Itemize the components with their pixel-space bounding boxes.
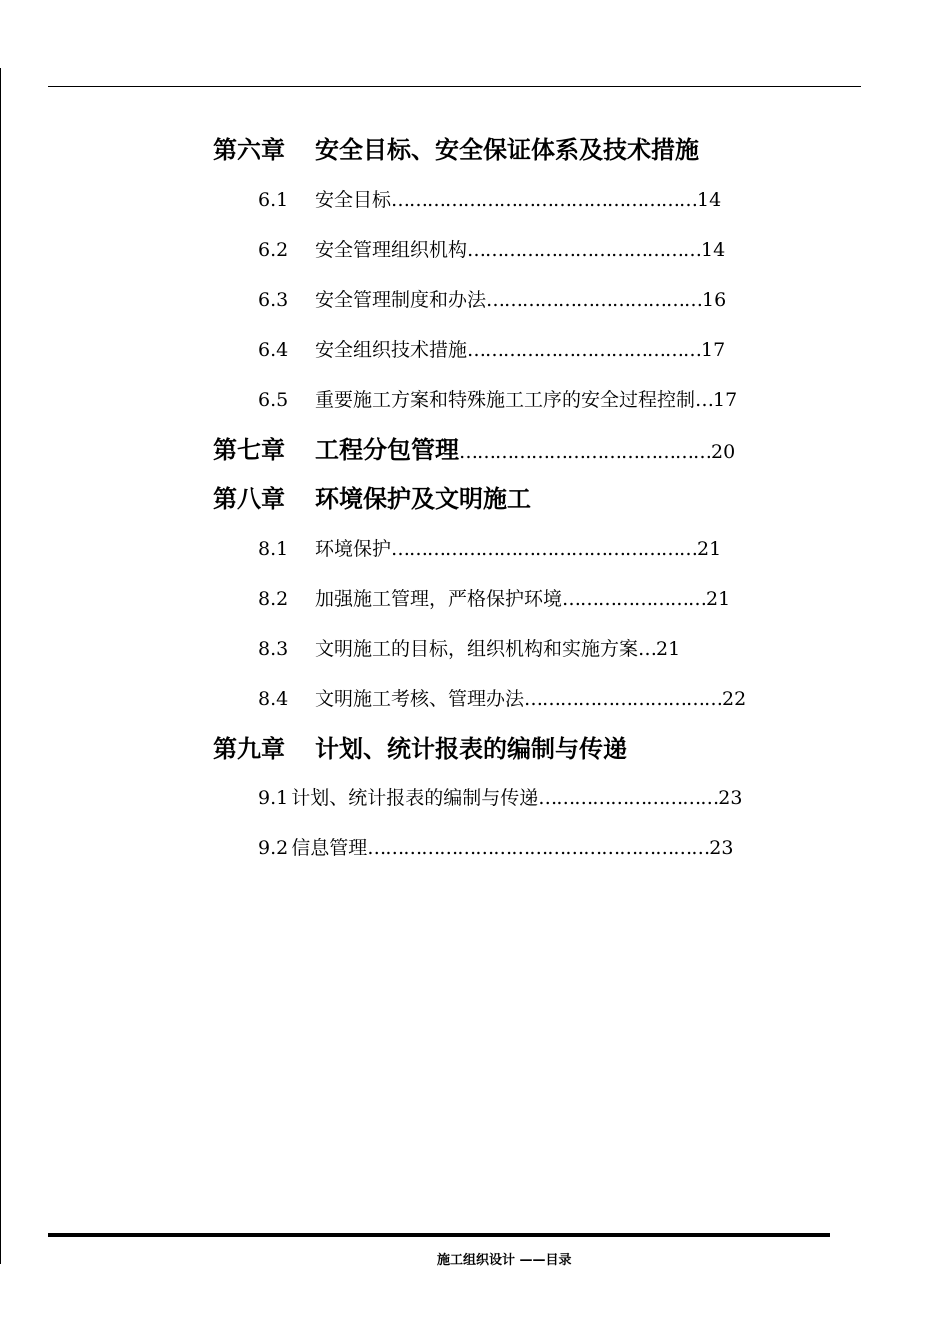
section-number: 9.2 xyxy=(258,837,289,859)
section-title: 文明施工的目标，组织机构和实施方案 xyxy=(315,638,639,660)
section-title: 信息管理 xyxy=(291,837,368,859)
section-number: 8.2 xyxy=(258,588,289,610)
dot-leader: ………………………………… xyxy=(467,339,702,361)
dot-leader: ……………………………… xyxy=(486,289,703,311)
page-number: 16 xyxy=(702,289,727,311)
page-number: 14 xyxy=(701,239,726,261)
toc-section-8-3[interactable] xyxy=(258,640,680,659)
page-number: 22 xyxy=(722,688,747,710)
dot-leader: …………………… xyxy=(562,588,707,610)
page-number: 17 xyxy=(701,339,726,361)
page-number: 23 xyxy=(709,837,734,859)
footer-rule xyxy=(48,1233,830,1237)
section-number: 6.2 xyxy=(258,239,289,261)
page-number: 14 xyxy=(697,189,722,211)
toc-section-6-1[interactable] xyxy=(258,191,721,210)
toc-section-9-1[interactable] xyxy=(258,789,742,808)
section-number: 6.3 xyxy=(258,289,289,311)
section-title: 安全管理组织机构 xyxy=(315,239,468,261)
header-rule xyxy=(48,86,861,87)
toc-chapter-7[interactable] xyxy=(213,438,735,462)
page-number: 17 xyxy=(713,389,738,411)
toc-section-8-2[interactable] xyxy=(258,590,730,609)
toc-section-6-4[interactable] xyxy=(258,341,725,360)
dot-leader: … xyxy=(638,638,657,660)
dot-leader: …………………………………… xyxy=(459,441,711,463)
chapter-title: 安全目标、安全保证体系及技术措施 xyxy=(315,136,699,164)
dot-leader: … xyxy=(695,389,714,411)
page-number: 23 xyxy=(718,787,743,809)
section-title: 安全管理制度和办法 xyxy=(315,289,487,311)
dot-leader: ………………………… xyxy=(538,787,719,809)
toc-chapter-6[interactable] xyxy=(213,138,699,162)
toc-section-6-3[interactable] xyxy=(258,291,726,310)
chapter-number: 第九章 xyxy=(213,735,285,763)
toc-section-8-4[interactable] xyxy=(258,690,746,709)
toc-section-6-2[interactable] xyxy=(258,241,725,260)
chapter-title: 环境保护及文明施工 xyxy=(315,485,531,513)
dot-leader: …………………………………………… xyxy=(391,538,698,560)
chapter-title: 计划、统计报表的编制与传递 xyxy=(315,735,627,763)
section-number: 6.1 xyxy=(258,189,289,211)
page-number: 21 xyxy=(697,538,722,560)
section-title: 安全组织技术措施 xyxy=(315,339,468,361)
section-number: 8.4 xyxy=(258,688,289,710)
chapter-number: 第六章 xyxy=(213,136,285,164)
left-margin-line xyxy=(0,68,1,1264)
toc-chapter-9[interactable] xyxy=(213,737,627,761)
section-title: 安全目标 xyxy=(315,189,392,211)
section-title: 重要施工方案和特殊施工工序的安全过程控制 xyxy=(315,389,696,411)
dot-leader: ………………………………… xyxy=(467,239,702,261)
dot-leader: …………………………… xyxy=(524,688,723,710)
section-number: 8.1 xyxy=(258,538,289,560)
chapter-number: 第八章 xyxy=(213,485,285,513)
chapter-number: 第七章 xyxy=(213,436,285,464)
section-number: 6.4 xyxy=(258,339,289,361)
dot-leader: ………………………………………………… xyxy=(367,837,710,859)
page-number: 21 xyxy=(656,638,681,660)
page-number: 21 xyxy=(706,588,731,610)
footer-text: 施工组织设计 ——目录 xyxy=(437,1253,572,1268)
section-number: 9.1 xyxy=(258,787,289,809)
section-number: 8.3 xyxy=(258,638,289,660)
section-title: 文明施工考核、管理办法 xyxy=(315,688,525,710)
section-number: 6.5 xyxy=(258,389,289,411)
chapter-title: 工程分包管理 xyxy=(315,436,459,464)
toc-section-6-5[interactable] xyxy=(258,391,737,410)
page-number: 20 xyxy=(711,441,736,463)
dot-leader: …………………………………………… xyxy=(391,189,698,211)
toc-chapter-8[interactable] xyxy=(213,487,531,511)
section-title: 计划、统计报表的编制与传递 xyxy=(291,787,539,809)
section-title: 加强施工管理，严格保护环境 xyxy=(315,588,563,610)
toc-section-9-2[interactable] xyxy=(258,839,733,858)
toc-section-8-1[interactable] xyxy=(258,540,721,559)
section-title: 环境保护 xyxy=(315,538,392,560)
